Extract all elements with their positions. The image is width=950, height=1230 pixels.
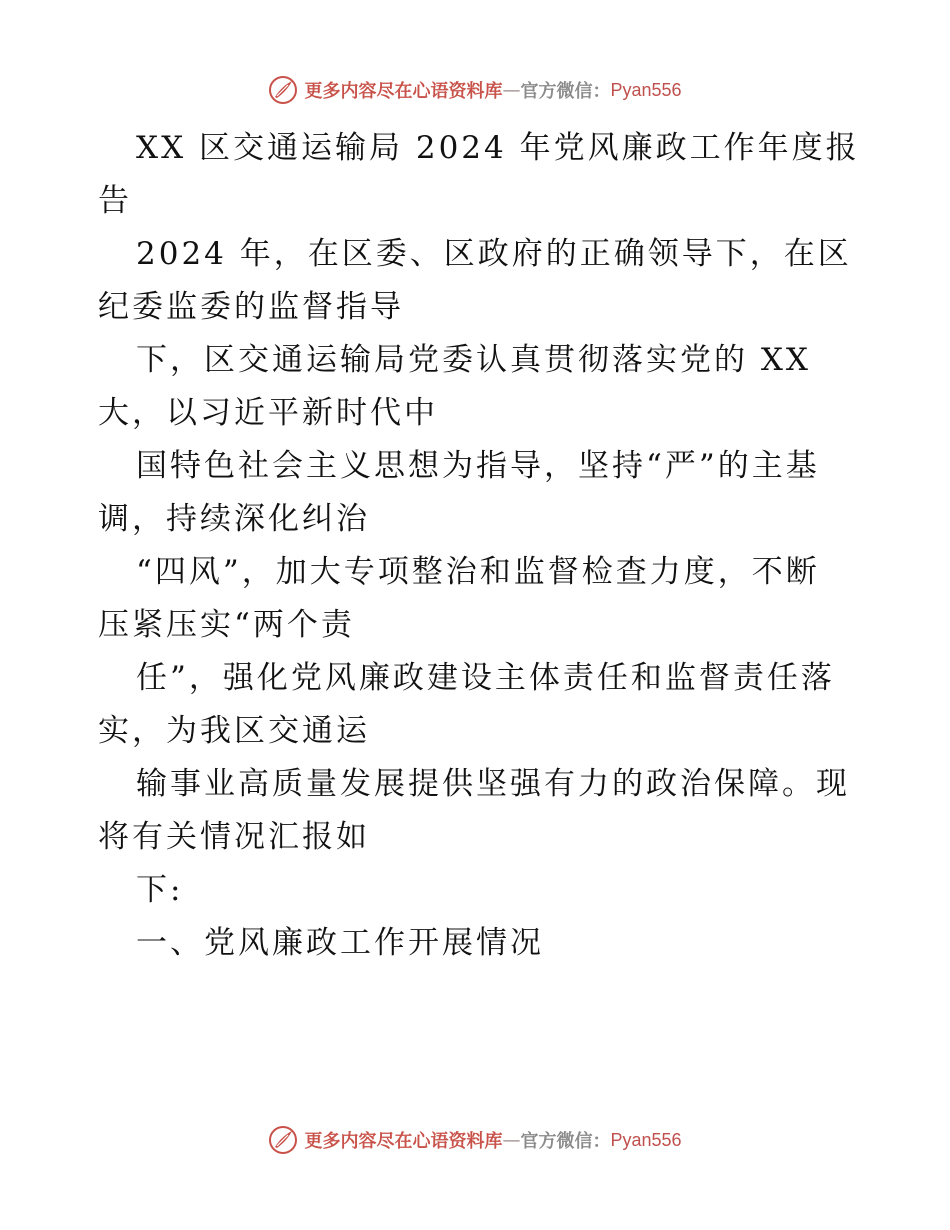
section-heading: 一、党风廉政工作开展情况 bbox=[136, 925, 544, 961]
paragraph-line: “四风”，加大专项整治和监督检查力度，不断 bbox=[136, 554, 820, 590]
watermark-side-text: 官方微信： bbox=[520, 81, 611, 102]
paragraph-line: 输事业高质量发展提供坚强有力的政治保障。现 bbox=[136, 766, 850, 802]
watermark-wechat-id: Pyan556 bbox=[610, 79, 682, 100]
paragraph-line: 下: bbox=[136, 872, 184, 908]
paragraph-line: 下，区交通运输局党委认真贯彻落实党的 XX bbox=[136, 342, 811, 378]
paragraph-line: 大，以习近平新时代中 bbox=[98, 395, 438, 431]
watermark-main-text: 更多内容尽在心语资料库 bbox=[304, 1131, 503, 1152]
paragraph-line: 压紧压实“两个责 bbox=[98, 607, 355, 643]
paragraph-line: 任”，强化党风廉政建设主体责任和监督责任落 bbox=[136, 660, 835, 696]
title-line-2: 告 bbox=[98, 183, 132, 219]
quill-logo-icon bbox=[268, 75, 298, 105]
paragraph-line: 实，为我区交通运 bbox=[98, 713, 370, 749]
watermark-header bbox=[0, 70, 950, 110]
title-line-1: XX 区交通运输局 2024 年党风廉政工作年度报 bbox=[136, 130, 860, 166]
paragraph-line: 2024 年，在区委、区政府的正确领导下，在区 bbox=[136, 236, 852, 272]
watermark-main-text: 更多内容尽在心语资料库 bbox=[304, 81, 503, 102]
paragraph-line: 将有关情况汇报如 bbox=[98, 819, 370, 855]
paragraph-line: 纪委监委的监督指导 bbox=[98, 289, 404, 325]
quill-logo-icon bbox=[268, 1125, 298, 1155]
watermark-separator: — bbox=[502, 79, 521, 101]
watermark-wechat-id: Pyan556 bbox=[610, 1129, 682, 1150]
watermark-footer bbox=[0, 1120, 950, 1160]
paragraph-line: 调，持续深化纠治 bbox=[98, 501, 370, 537]
document-body bbox=[98, 122, 858, 970]
watermark-side-text: 官方微信： bbox=[520, 1131, 611, 1152]
watermark-separator: — bbox=[502, 1129, 521, 1151]
paragraph-line: 国特色社会主义思想为指导，坚持“严”的主基 bbox=[136, 448, 820, 484]
